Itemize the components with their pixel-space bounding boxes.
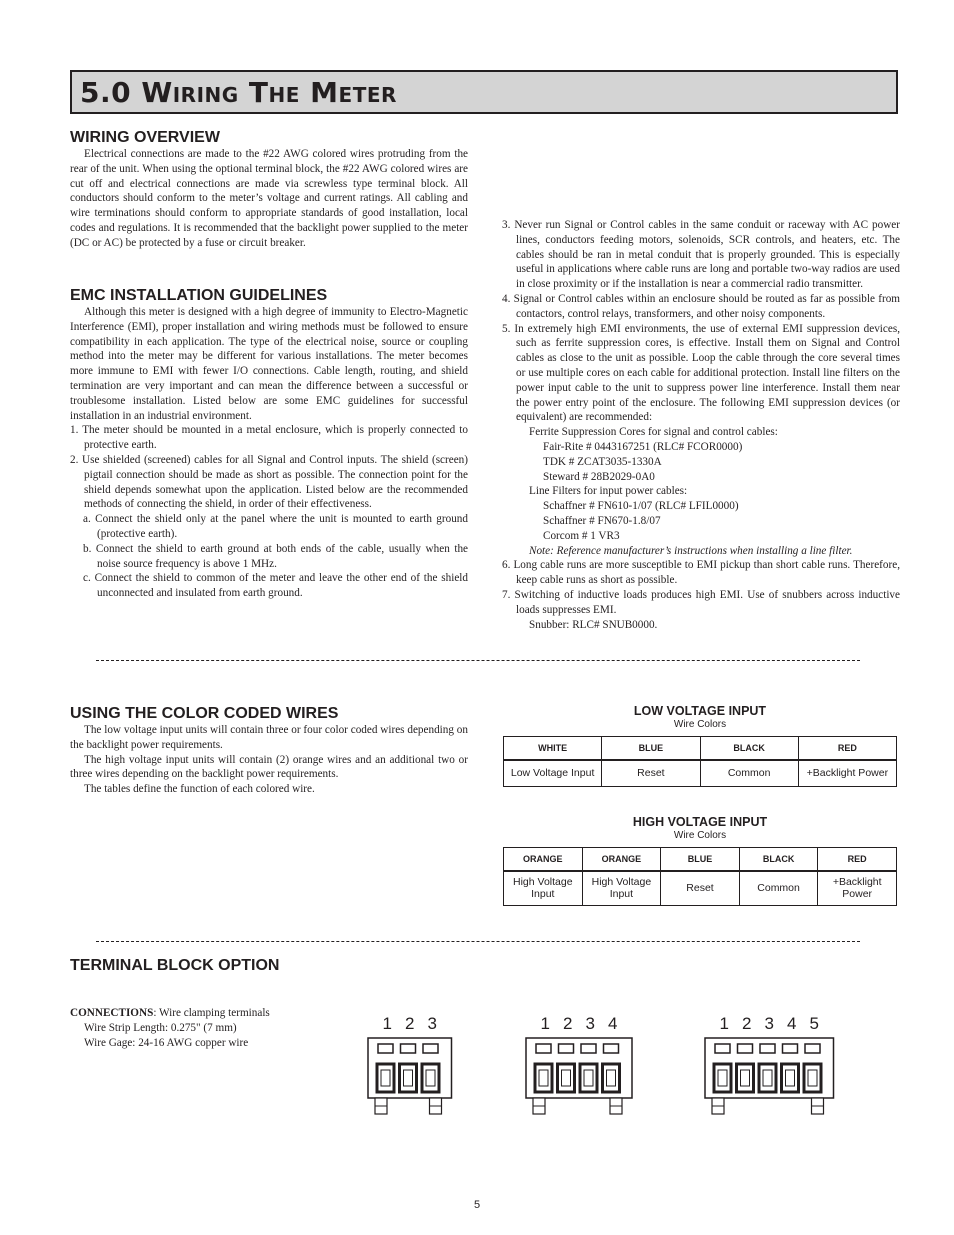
wire-clamp-inner [562, 1070, 571, 1086]
table-cell: Low Voltage Input [504, 760, 602, 786]
page-title: 5.0 Wiring The Meter [80, 76, 397, 109]
table-cell: Common [700, 760, 798, 786]
wire-clamp-inner [404, 1070, 413, 1086]
table-cell: Common [739, 871, 818, 905]
table-header-cell: BLUE [661, 848, 740, 872]
terminal-numbers [713, 1014, 826, 1034]
table-header-row [504, 737, 897, 761]
wire-clamp-inner [381, 1070, 390, 1086]
high-voltage-caption [503, 815, 897, 842]
terminal-number: 2 [742, 1014, 752, 1033]
wire-clamp-inner [426, 1070, 435, 1086]
emc-intro: Although this meter is designed with a high degree of immunity to Electro-Magnetic Interference (EMI), proper installation and wiring methods must be followed to ensure compatibility in each application. The type of the electrical noise, source or coupling method into the meter may be different for various installations. The meter becomes more immune to EMI with fewer I/O connections. Cable length, routing, and shield termination are very important and can mean the difference between a successful or troublesome installation. Listed below are some EMC guidelines for successful installation in an industrial environment. [70, 306, 468, 422]
emc-item-1: 1. The meter should be mounted in a metal enclosure, which is properly connected to protective earth. [70, 424, 468, 452]
terminal-block-icon [704, 1037, 835, 1117]
color-wires-para: The low voltage input units will contain three or four color coded wires depending on the backlight power requirements. [70, 724, 468, 751]
section-divider [96, 941, 860, 942]
ferrite-label: Ferrite Suppression Cores for signal and control cables: [529, 426, 778, 439]
wire-clamp-inner [584, 1070, 593, 1086]
table-header-cell: WHITE [504, 737, 602, 761]
release-slot [715, 1044, 730, 1053]
emc-item-2: 2. Use shielded (screened) cables for all Signal and Control inputs. The shield (screen) pigtail connection should be made as short as possible. The connection point for the shield depends somewhat upon the application. Listed below are the recommended methods of connecting the shield, in order of their effectiveness. [70, 453, 468, 511]
filter-label: Line Filters for input power cables: [529, 485, 688, 498]
section-title-banner [70, 70, 898, 114]
emc-item-6: 6. Long cable runs are more susceptible to EMI pickup than short cable runs. Therefore, keep cable runs as short as possible. [502, 559, 900, 587]
emc-heading: EMC INSTALLATION GUIDELINES [70, 287, 328, 304]
color-wires-para: The high voltage input units will contain (2) orange wires and an additional two or three wires depending on the backlight power requirements. [70, 753, 468, 781]
filter-item: Corcom # 1 VR3 [543, 529, 620, 542]
terminal-number: 2 [405, 1014, 415, 1033]
terminal-block-icon [525, 1037, 633, 1117]
emc-item-2c: c. Connect the shield to common of the meter and leave the other end of the shield unconnected and insulated from earth ground. [83, 572, 468, 600]
wire-clamp-inner [539, 1070, 548, 1086]
release-slot [604, 1044, 619, 1053]
color-wires-para: The tables define the function of each colored wire. [84, 783, 315, 796]
section-divider [96, 660, 860, 661]
wire-clamp-inner [808, 1070, 817, 1086]
emc-item-3: 3. Never run Signal or Control cables in the same conduit or raceway with AC power lines, conductors feeding motors, solenoids, SCR controls, and heaters, etc. The cables should be ran in metal conduit that is properly grounded. This is especially useful in applications where cable runs are long and portable two-way radios are used in close proximity or if the installation is near a commercial radio transmitter. [502, 219, 900, 291]
release-slot [423, 1044, 438, 1053]
release-slot [559, 1044, 574, 1053]
release-slot [760, 1044, 775, 1053]
release-slot [581, 1044, 596, 1053]
terminal-number: 3 [764, 1014, 774, 1033]
low-voltage-table [503, 736, 897, 787]
table-cell: High Voltage Input [582, 871, 661, 905]
table-header-cell: BLACK [739, 848, 818, 872]
emc-item-2a: a. Connect the shield only at the panel where the unit is mounted to earth ground (protective earth). [83, 513, 468, 540]
terminal-number: 3 [427, 1014, 437, 1033]
high-voltage-table [503, 847, 897, 906]
color-wires-text [70, 723, 468, 797]
snubber-part: Snubber: RLC# SNUB0000. [529, 618, 658, 631]
table-header-cell: BLUE [602, 737, 700, 761]
table-cell: High Voltage Input [504, 871, 583, 905]
table-cell: Reset [661, 871, 740, 905]
wire-clamp-inner [786, 1070, 795, 1086]
emc-left-column [70, 305, 468, 601]
wire-clamp-inner [607, 1070, 616, 1086]
terminal-number: 4 [608, 1014, 618, 1033]
ferrite-item: Steward # 28B2029-0A0 [543, 470, 655, 483]
terminal-number: 1 [540, 1014, 550, 1033]
wire-clamp-inner [741, 1070, 750, 1086]
emc-item-4: 4. Signal or Control cables within an enclosure should be routed as far as possible from contactors, control relays, transformers, and other noisy components. [502, 292, 900, 320]
low-voltage-title: LOW VOLTAGE INPUT [633, 704, 767, 718]
wire-gage: Wire Gage: 24-16 AWG copper wire [84, 1036, 249, 1049]
emc-item-7: 7. Switching of inductive loads produces high EMI. Use of snubbers across inductive loads suppresses EMI. [502, 588, 900, 616]
color-wires-heading: USING THE COLOR CODED WIRES [70, 705, 339, 722]
terminal-number: 1 [719, 1014, 729, 1033]
release-slot [378, 1044, 393, 1053]
connections-value: : Wire clamping terminals [153, 1007, 270, 1019]
table-header-cell: ORANGE [582, 848, 661, 872]
table-header-cell: RED [798, 737, 896, 761]
wire-clamp-inner [718, 1070, 727, 1086]
terminal-number: 5 [809, 1014, 819, 1033]
table-cell: +Backlight Power [798, 760, 896, 786]
emc-item-2b: b. Connect the shield to earth ground at both ends of the cable, usually when the noise source frequency is above 1 MHz. [83, 542, 468, 570]
release-slot [738, 1044, 753, 1053]
line-filter-note: Note: Reference manufacturer’s instructions when installing a line filter. [529, 544, 853, 557]
wiring-overview-body: Electrical connections are made to the #22 AWG colored wires protruding from the rear of the unit. When using the optional terminal block, the #22 AWG colored wires are cut off and electrical connections are made via screwless type terminal block. All conductors should conform to the meter’s voltage and current ratings. All cabling and wire terminations should conform to appropriate standards of good installation, local codes and regulations. It is recommended that the backlight power supplied to the meter (DC or AC) be protected by a fuse or circuit breaker. [70, 148, 468, 249]
terminal-block-heading: TERMINAL BLOCK OPTION [70, 957, 280, 974]
release-slot [536, 1044, 551, 1053]
connections-spec [70, 1006, 370, 1050]
table-cell: Reset [602, 760, 700, 786]
terminal-numbers [534, 1014, 624, 1034]
terminal-numbers [376, 1014, 444, 1034]
emc-right-column [502, 218, 900, 632]
table-cell: +Backlight Power [818, 871, 897, 905]
wiring-overview-heading: WIRING OVERVIEW [70, 129, 220, 146]
connections-label: CONNECTIONS [70, 1007, 154, 1019]
wiring-overview-text [70, 147, 468, 251]
terminal-number: 1 [382, 1014, 392, 1033]
terminal-number: 4 [787, 1014, 797, 1033]
terminal-number: 3 [585, 1014, 595, 1033]
table-header-cell: RED [818, 848, 897, 872]
filter-item: Schaffner # FN670-1.8/07 [543, 514, 661, 527]
filter-item: Schaffner # FN610-1/07 (RLC# LFIL0000) [543, 500, 739, 513]
wire-strip-length: Wire Strip Length: 0.275" (7 mm) [84, 1021, 237, 1034]
terminal-number: 2 [563, 1014, 573, 1033]
ferrite-item: TDK # ZCAT3035-1330A [543, 455, 662, 468]
terminal-block-icon [367, 1037, 453, 1117]
table-row [504, 871, 897, 905]
wire-clamp-inner [763, 1070, 772, 1086]
ferrite-item: Fair-Rite # 0443167251 (RLC# FCOR0000) [543, 440, 743, 453]
page-number: 5 [473, 1199, 481, 1211]
table-header-cell: BLACK [700, 737, 798, 761]
emc-item-5: 5. In extremely high EMI environments, the use of external EMI suppression devices, such as ferrite suppression cores, is effective. Install them on Signal and Control cables as close to the unit as possible. Loop the cable through the core several times or use multiple cores on each cable for additional protection. Install line filters on the power input cable to the unit to suppress power line interference. Install them near the power entry point of the enclosure. The following EMI suppression devices (or equivalent) are recommended: [502, 322, 900, 424]
table-header-cell: ORANGE [504, 848, 583, 872]
release-slot [401, 1044, 416, 1053]
low-voltage-subtitle: Wire Colors [673, 719, 727, 730]
release-slot [783, 1044, 798, 1053]
release-slot [805, 1044, 820, 1053]
table-header-row [504, 848, 897, 872]
table-row [504, 760, 897, 786]
high-voltage-subtitle: Wire Colors [673, 830, 727, 841]
high-voltage-title: HIGH VOLTAGE INPUT [632, 815, 768, 829]
low-voltage-caption [503, 704, 897, 731]
